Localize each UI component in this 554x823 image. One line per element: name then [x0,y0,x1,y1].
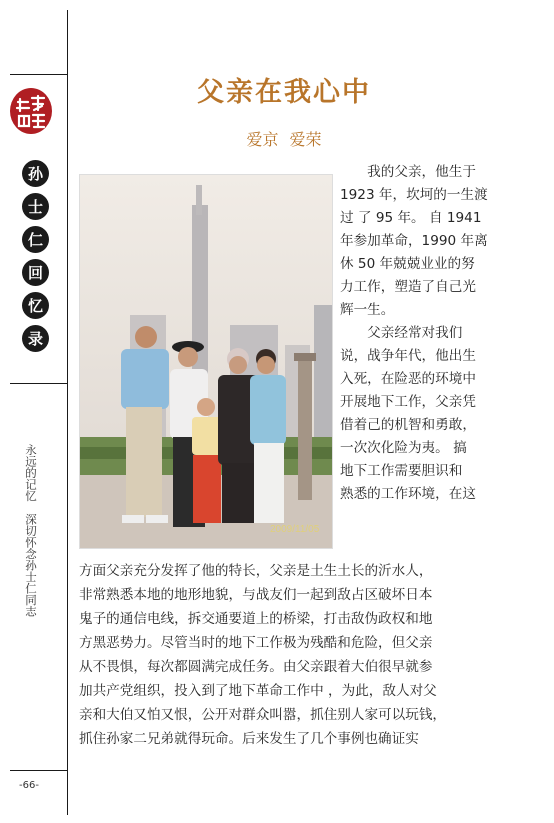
body-line: 休 50 年兢兢业业的努 [340,256,475,272]
body-line: 熟悉的工作环境，在这 [340,486,476,502]
body-line: 力工作，塑造了自己光 [340,279,476,295]
body-line: 过 了 95 年。 自 1941 [340,210,482,226]
margin-rule [67,10,68,815]
series-title [22,160,50,358]
body-line: 非常熟悉本地的地形地貌，与战友们一起到敌占区破坏日本 [79,587,433,603]
series-char: 忆 [22,292,49,319]
article-title: 父亲在我心中 [197,77,371,108]
body-line: 加共产党组织，投入到了地下革命工作中 ，为此，敌人对父 [79,683,437,699]
body-line: 从不畏惧，每次都圆满完成任务。由父亲跟着大伯很早就参 [79,659,433,675]
seal-logo-icon [10,88,52,134]
body-line: 父亲经常对我们 [340,325,463,341]
page-number: -66- [19,780,39,791]
photo-date-stamp: 2009/11/05 [270,524,320,535]
body-line: 方面父亲充分发挥了他的特长，父亲是土生土长的沂水人， [79,563,433,579]
body-line: 亲和大伯又怕又恨，公开对群众叫嚣，抓住别人家可以玩钱， [79,707,447,723]
body-line: 开展地下工作，父亲凭 [340,394,476,410]
article-authors: 爱京 爱荣 [246,130,322,149]
body-line: 方黑恶势力。尽管当时的地下工作极为残酷和危险，但父亲 [79,635,433,651]
body-line: 借着己的机智和勇敢， [340,417,476,433]
body-line: 年参加革命，1990 年离 [340,233,488,249]
family-photo [79,174,333,549]
margin-divider-footer [10,770,67,771]
body-line: 抓住孙家二兄弟就得玩命。后来发生了几个事例也确证实 [79,731,419,747]
body-line: 辉一生。 [340,302,395,318]
series-char: 录 [22,325,49,352]
body-line: 鬼子的通信电线，拆交通要道上的桥梁，打击敌伪政权和地 [79,611,433,627]
margin-divider-bottom [10,383,67,384]
body-line: 一次次化险为夷。 搞 [340,440,467,456]
body-line: 地下工作需要胆识和 [340,463,463,479]
series-char: 孙 [22,160,49,187]
body-line: 我的父亲，他生于 [340,164,476,180]
series-char: 士 [22,193,49,220]
margin-divider-top [10,74,67,75]
series-char: 仁 [22,226,49,253]
series-char: 回 [22,259,49,286]
running-subtitle [24,444,38,617]
subtitle-part1: 永远的记忆 [24,444,38,502]
subtitle-part2: 深切怀念孙士仁同志 [24,513,38,617]
body-line: 1923 年，坎坷的一生渡 [340,187,488,203]
body-line: 入死，在险恶的环境中 [340,371,476,387]
body-line: 说，战争年代，他出生 [340,348,476,364]
